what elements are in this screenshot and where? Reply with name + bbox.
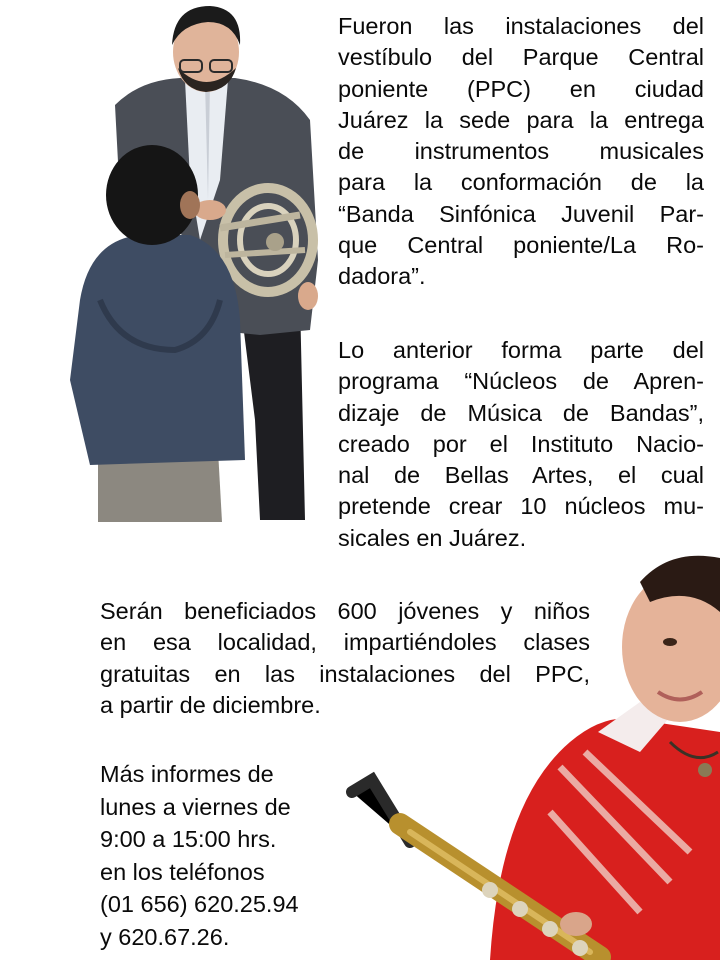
text-line: gratuitas en las instalaciones del PPC, — [100, 660, 590, 687]
text-line: a partir de diciembre. — [100, 691, 321, 718]
text-line: creado por el Instituto Nacio- — [338, 430, 704, 457]
text-line: de instrumentos musicales — [338, 138, 704, 165]
text-line: Lo anterior forma parte del — [338, 337, 704, 363]
text-line: nal de Bellas Artes, el cual — [338, 462, 704, 489]
phone-number: (01 656) 620.25.94 — [100, 891, 299, 917]
text-line: 9:00 a 15:00 hrs. — [100, 826, 277, 852]
text-line: Más informes de — [100, 761, 274, 787]
text-line: poniente (PPC) en ciudad — [338, 75, 704, 102]
text-line: “Banda Sinfónica Juvenil Par- — [338, 200, 704, 227]
text-line: programa “Núcleos de Apren- — [338, 368, 704, 395]
phone-number: y 620.67.26. — [100, 923, 230, 950]
paragraph-instrument-delivery — [338, 11, 704, 293]
photo-man-and-boy-with-french-horn — [60, 0, 322, 522]
paragraph-beneficiaries — [100, 596, 590, 721]
text-line: vestíbulo del Parque Central — [338, 44, 704, 71]
text-line: que Central poniente/La Ro- — [338, 232, 704, 259]
paragraph-program-description — [338, 335, 704, 554]
text-line: dizaje de Música de Bandas”, — [338, 399, 704, 426]
text-line: para la conformación de la — [338, 169, 704, 196]
text-line: sicales en Juárez. — [338, 524, 527, 551]
text-line: en los teléfonos — [100, 858, 265, 885]
text-line: Juárez la sede para la entrega — [338, 106, 704, 133]
text-line: dadora”. — [338, 263, 426, 290]
paragraph-contact-info — [100, 758, 340, 953]
text-line: Fueron las instalaciones del — [338, 13, 704, 39]
text-line: pretende crear 10 núcleos mu- — [338, 493, 704, 520]
text-line: Serán beneficiados 600 jóvenes y niños — [100, 598, 590, 624]
text-line: en esa localidad, impartiéndoles clases — [100, 629, 590, 656]
text-line: lunes a viernes de — [100, 793, 291, 820]
